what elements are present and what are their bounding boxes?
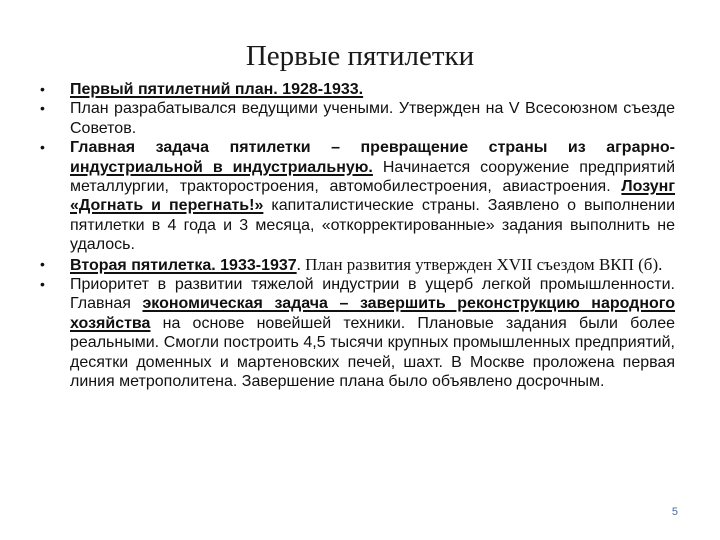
slide-title: Первые пятилетки — [245, 40, 475, 72]
priority-text: Приоритет в развитии тяжелой индустрии в ущерб легкой промышленности. Главная — [70, 276, 675, 313]
bullet-item-first-plan — [40, 80, 675, 99]
economic-task-text: экономическая задача – завершить реконструкцию народного хозяйства — [70, 295, 676, 332]
first-plan-heading: Первый пятилетний план. 1928-1933. — [70, 81, 364, 98]
second-plan-heading: Вторая пятилетка. 1933-1937 — [70, 256, 297, 274]
bullet-icon: • — [40, 139, 45, 156]
bullet-item-plan-development — [40, 99, 675, 138]
slogan-text: Лозунг «Догнать и перегнать!» — [70, 178, 675, 215]
slogan-continuation-text: капиталистические страны. Заявлено о выполнении пятилетки в 4 года и 3 месяца, «откорректированные» задания выполнить не удалось. — [70, 197, 676, 254]
bullet-list — [40, 80, 675, 392]
bullet-item-main-task — [40, 138, 675, 254]
bullet-icon: • — [40, 100, 45, 117]
page-number: 5 — [671, 506, 678, 518]
main-task-text: Главная задача пятилетки – превращение страны из аграрно- — [70, 139, 675, 157]
second-plan-text: . План развития утвержден XVII съездом ВКП (б). — [296, 254, 663, 274]
results-text: на основе новейшей техники. Плановые задания были более реальными. Смогли построить 4,5 тысячи крупных промышленных предприятий, десятки доменных и мартеновских печей, шахт. В Москве проложена первая линия метрополитена. Завершение плана было объявлено досрочным. — [70, 314, 675, 391]
bullet-icon: • — [40, 255, 45, 272]
bullet-icon: • — [40, 276, 45, 293]
industrial-text: индустриальной в индустриальную. — [70, 158, 373, 176]
construction-text: Начинается сооружение предприятий металлургии, тракторостроения, автомобилестроения, авиастроения. — [70, 158, 676, 196]
bullet-icon: • — [40, 81, 45, 97]
plan-development-text: План разрабатывался ведущими учеными. Утвержден на V Всесоюзном съезде Советов. — [70, 100, 675, 137]
bullet-item-second-plan — [40, 255, 675, 275]
bullet-item-priority — [40, 275, 675, 391]
